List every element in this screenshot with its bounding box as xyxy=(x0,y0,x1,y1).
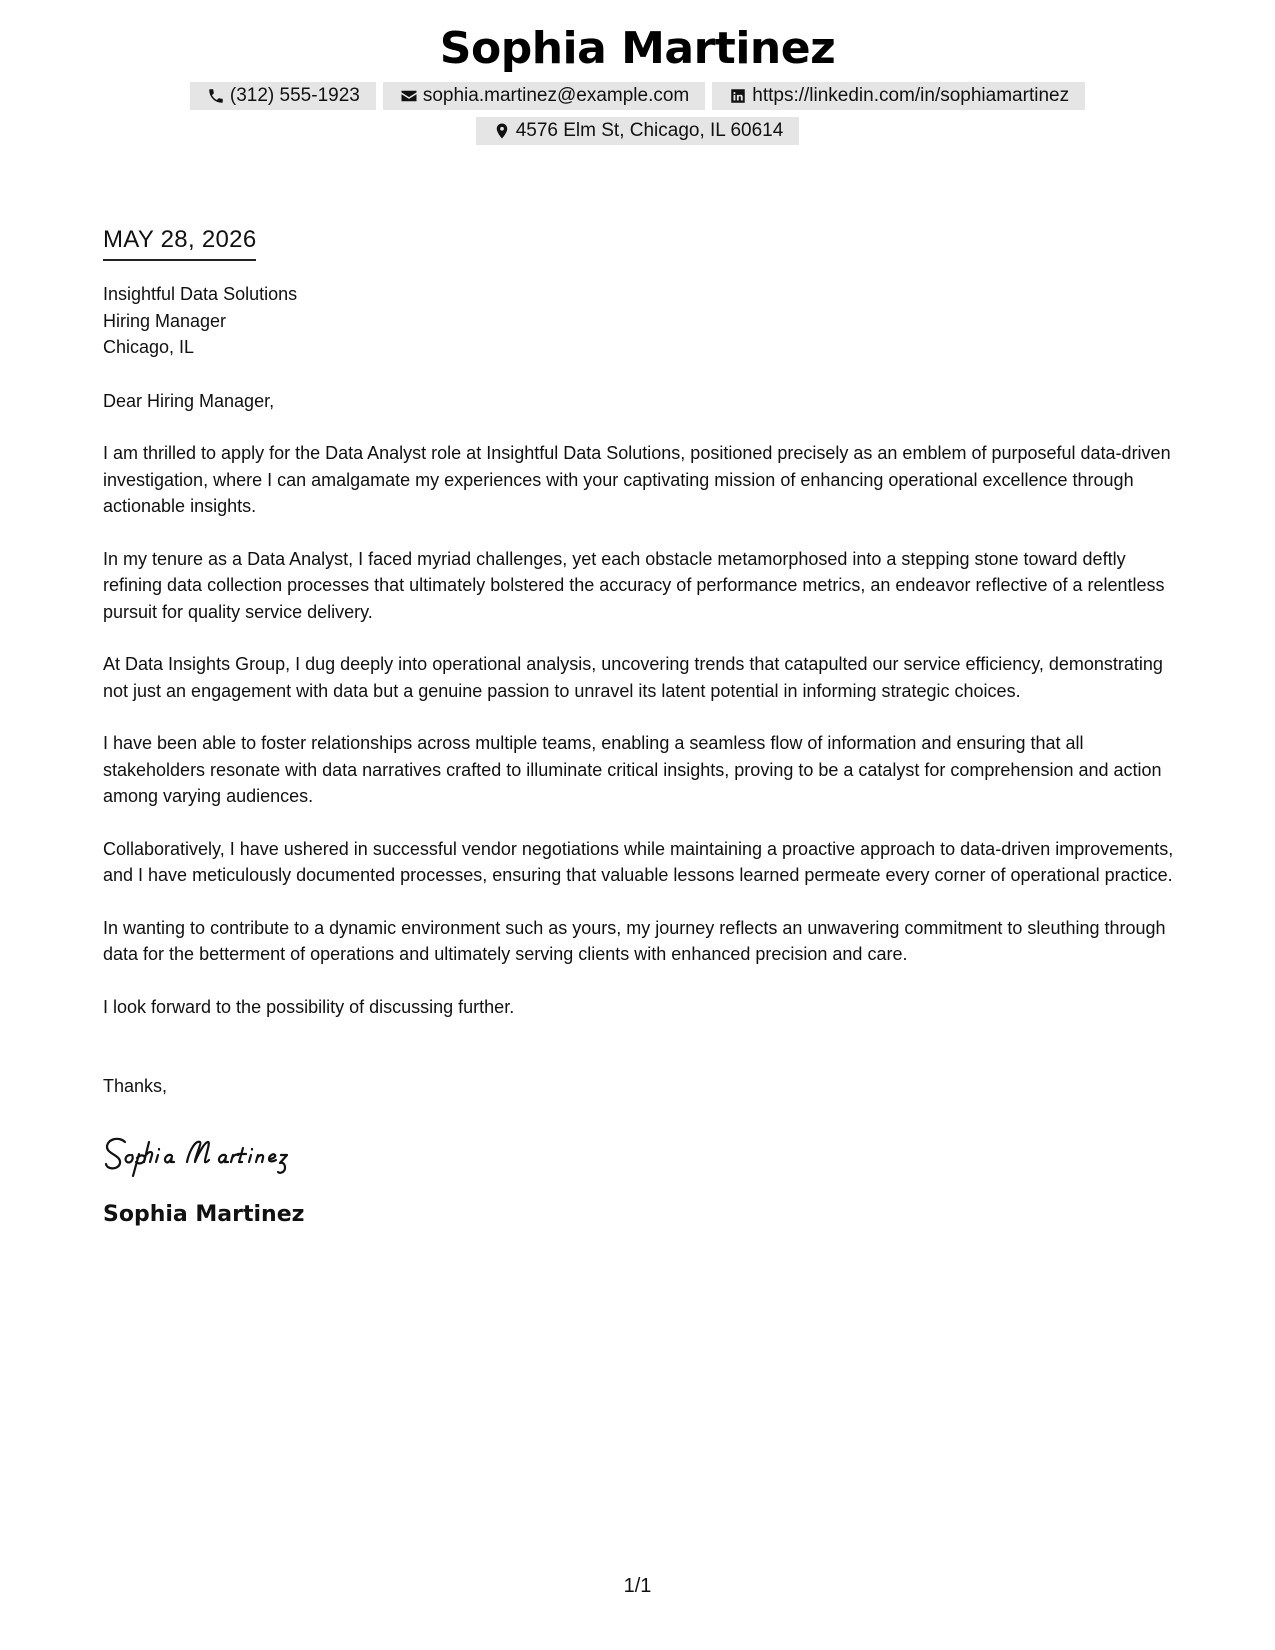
contact-row-primary xyxy=(0,82,1275,110)
phone-contact xyxy=(190,82,376,110)
body-paragraph: In wanting to contribute to a dynamic environment such as yours, my journey reflects an unwavering commitment to sleuthing through data for the betterment of operations and ultimately serving clients with enhanced precision and care. xyxy=(103,917,1166,964)
body-paragraph: I have been able to foster relationships across multiple teams, enabling a seamless flow of information and ensuring that all stakeholders resonate with data narratives crafted to illuminate critical insights, proving to be a catalyst for comprehension and action among varying audiences. xyxy=(103,733,1162,806)
envelope-icon xyxy=(399,86,419,106)
handwritten-signature xyxy=(103,1128,363,1178)
letter-header xyxy=(0,18,1275,145)
address-text: 4576 Elm St, Chicago, IL 60614 xyxy=(515,120,784,141)
contact-row-secondary xyxy=(0,117,1275,145)
letter-date: MAY 28, 2026 xyxy=(103,225,256,261)
recipient-location: Chicago, IL xyxy=(103,337,195,357)
email-text[interactable]: sophia.martinez@example.com xyxy=(422,85,690,106)
page-indicator: 1/1 xyxy=(623,1575,652,1597)
phone-text: (312) 555-1923 xyxy=(229,85,360,106)
salutation: Dear Hiring Manager, xyxy=(103,390,275,411)
recipient-block xyxy=(103,281,1183,361)
body-paragraph: In my tenure as a Data Analyst, I faced myriad challenges, yet each obstacle metamorphosed into a stepping stone toward deftly refining data collection processes that ultimately bolstered the accuracy of performance metrics, an endeavor reflective of a relentless pursuit for quality service delivery. xyxy=(103,548,1165,622)
signature-text: Sophia Martinez xyxy=(103,1127,111,1129)
letter-body xyxy=(103,225,1183,1230)
linkedin-icon xyxy=(728,86,748,106)
applicant-name: Sophia Martinez xyxy=(439,23,836,74)
linkedin-contact[interactable] xyxy=(712,82,1085,110)
body-paragraph: Collaboratively, I have ushered in successful vendor negotiations while maintaining a proactive approach to data-driven improvements, and I have meticulously documented processes, ensuring that valuable lessons learned permeate every corner of operational practice. xyxy=(103,838,1174,885)
linkedin-text[interactable]: https://linkedin.com/in/sophiamartinez xyxy=(752,85,1070,106)
body-paragraph: I am thrilled to apply for the Data Analyst role at Insightful Data Solutions, positioned precisely as an emblem of purposeful data-driven investigation, where I can amalgamate my experiences with your captivating mission of enhancing operational excellence through actionable insights. xyxy=(103,443,1171,516)
recipient-title: Hiring Manager xyxy=(103,310,227,331)
closing: Thanks, xyxy=(103,1076,168,1096)
address-contact xyxy=(476,117,800,145)
body-paragraph: I look forward to the possibility of discussing further. xyxy=(103,996,515,1017)
body-paragraph: At Data Insights Group, I dug deeply into operational analysis, uncovering trends that catapulted our service efficiency, demonstrating not just an engagement with data but a genuine passion to unravel its latent potential in informing strategic choices. xyxy=(103,654,1163,701)
map-pin-icon xyxy=(492,121,512,141)
signer-name: Sophia Martinez xyxy=(103,1201,305,1227)
phone-icon xyxy=(206,86,226,106)
recipient-company: Insightful Data Solutions xyxy=(103,284,298,304)
email-contact[interactable] xyxy=(383,82,705,110)
